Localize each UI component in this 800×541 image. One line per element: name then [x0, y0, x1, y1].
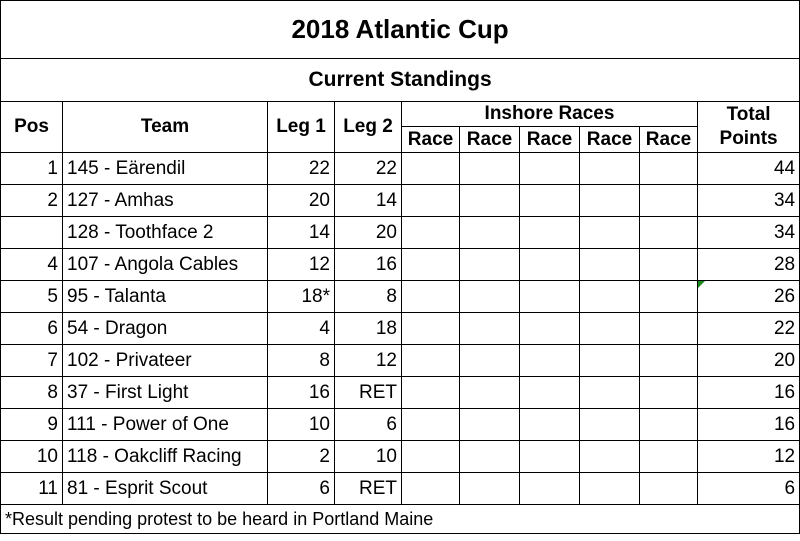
cell-race-5[interactable] [640, 473, 698, 505]
cell-pos[interactable] [1, 217, 63, 249]
cell-race-4[interactable] [580, 473, 640, 505]
cell-race-4[interactable] [580, 217, 640, 249]
cell-team[interactable]: 127 - Amhas [63, 185, 268, 217]
cell-race-1[interactable] [402, 473, 460, 505]
table-row [1, 345, 800, 377]
header-race-3[interactable]: Race [520, 127, 580, 153]
cell-pos[interactable]: 2 [1, 185, 63, 217]
cell-team[interactable]: 128 - Toothface 2 [63, 217, 268, 249]
header-pos[interactable]: Pos [1, 102, 63, 153]
cell-leg1[interactable]: 22 [268, 153, 335, 185]
cell-race-2[interactable] [460, 313, 520, 345]
cell-race-3[interactable] [520, 409, 580, 441]
cell-race-5[interactable] [640, 345, 698, 377]
cell-race-4[interactable] [580, 345, 640, 377]
cell-leg1[interactable]: 4 [268, 313, 335, 345]
cell-race-4[interactable] [580, 441, 640, 473]
cell-leg2[interactable]: 10 [335, 441, 402, 473]
cell-total[interactable]: 16 [698, 409, 800, 441]
cell-race-3[interactable] [520, 473, 580, 505]
table-row [1, 473, 800, 505]
cell-race-3[interactable] [520, 185, 580, 217]
table-row [1, 377, 800, 409]
cell-race-1[interactable] [402, 409, 460, 441]
comment-flag-icon[interactable] [698, 281, 705, 288]
cell-team[interactable]: 54 - Dragon [63, 313, 268, 345]
table-row [1, 153, 800, 185]
cell-race-3[interactable] [520, 377, 580, 409]
cell-race-5[interactable] [640, 185, 698, 217]
table-row [1, 313, 800, 345]
cell-team[interactable]: 107 - Angola Cables [63, 249, 268, 281]
sheet-title[interactable]: 2018 Atlantic Cup [1, 1, 800, 59]
table-row [1, 409, 800, 441]
cell-leg1[interactable]: 6 [268, 473, 335, 505]
sheet-subtitle[interactable]: Current Standings [1, 59, 800, 102]
cell-race-2[interactable] [460, 377, 520, 409]
cell-race-1[interactable] [402, 153, 460, 185]
cell-race-5[interactable] [640, 313, 698, 345]
cell-race-4[interactable] [580, 153, 640, 185]
header-leg2[interactable]: Leg 2 [335, 102, 402, 153]
cell-race-2[interactable] [460, 345, 520, 377]
cell-race-4[interactable] [580, 409, 640, 441]
header-team[interactable]: Team [63, 102, 268, 153]
cell-race-3[interactable] [520, 153, 580, 185]
cell-leg2[interactable]: RET [335, 377, 402, 409]
cell-total[interactable]: 28 [698, 249, 800, 281]
cell-leg1[interactable]: 8 [268, 345, 335, 377]
cell-race-4[interactable] [580, 313, 640, 345]
cell-leg1[interactable]: 14 [268, 217, 335, 249]
cell-race-3[interactable] [520, 281, 580, 313]
header-race-2[interactable]: Race [460, 127, 520, 153]
cell-race-3[interactable] [520, 249, 580, 281]
cell-race-5[interactable] [640, 409, 698, 441]
cell-race-1[interactable] [402, 217, 460, 249]
cell-leg1[interactable]: 18* [268, 281, 335, 313]
header-inshore-races[interactable]: Inshore Races [402, 102, 698, 127]
cell-race-2[interactable] [460, 153, 520, 185]
cell-race-4[interactable] [580, 249, 640, 281]
table-row [1, 249, 800, 281]
cell-pos[interactable]: 6 [1, 313, 63, 345]
cell-race-3[interactable] [520, 441, 580, 473]
cell-race-2[interactable] [460, 185, 520, 217]
cell-race-1[interactable] [402, 185, 460, 217]
cell-race-3[interactable] [520, 345, 580, 377]
cell-race-5[interactable] [640, 441, 698, 473]
cell-race-2[interactable] [460, 249, 520, 281]
header-race-4[interactable]: Race [580, 127, 640, 153]
cell-total[interactable]: 16 [698, 377, 800, 409]
cell-team[interactable]: 37 - First Light [63, 377, 268, 409]
cell-race-1[interactable] [402, 345, 460, 377]
cell-leg1[interactable]: 16 [268, 377, 335, 409]
cell-leg1[interactable]: 10 [268, 409, 335, 441]
cell-pos[interactable]: 9 [1, 409, 63, 441]
header-leg1[interactable]: Leg 1 [268, 102, 335, 153]
cell-leg2[interactable]: 12 [335, 345, 402, 377]
cell-total[interactable]: 44 [698, 153, 800, 185]
cell-race-4[interactable] [580, 281, 640, 313]
cell-team[interactable]: 111 - Power of One [63, 409, 268, 441]
cell-leg2[interactable]: 16 [335, 249, 402, 281]
cell-total[interactable]: 22 [698, 313, 800, 345]
header-total-line1: Total [726, 104, 771, 125]
cell-team[interactable]: 81 - Esprit Scout [63, 473, 268, 505]
cell-race-5[interactable] [640, 377, 698, 409]
cell-leg2[interactable]: 6 [335, 409, 402, 441]
cell-race-2[interactable] [460, 441, 520, 473]
cell-total[interactable]: 6 [698, 473, 800, 505]
header-total-points[interactable] [698, 102, 800, 153]
cell-leg2[interactable]: 14 [335, 185, 402, 217]
cell-pos[interactable]: 7 [1, 345, 63, 377]
cell-race-3[interactable] [520, 217, 580, 249]
cell-race-4[interactable] [580, 185, 640, 217]
header-race-1[interactable]: Race [402, 127, 460, 153]
cell-race-1[interactable] [402, 441, 460, 473]
cell-race-4[interactable] [580, 377, 640, 409]
cell-leg1[interactable]: 20 [268, 185, 335, 217]
table-row [1, 441, 800, 473]
header-race-5[interactable]: Race [640, 127, 698, 153]
cell-total[interactable]: 34 [698, 185, 800, 217]
cell-race-2[interactable] [460, 473, 520, 505]
cell-leg1[interactable]: 12 [268, 249, 335, 281]
cell-leg2[interactable]: 22 [335, 153, 402, 185]
cell-race-5[interactable] [640, 153, 698, 185]
cell-team[interactable]: 102 - Privateer [63, 345, 268, 377]
cell-team[interactable]: 95 - Talanta [63, 281, 268, 313]
cell-race-1[interactable] [402, 249, 460, 281]
cell-race-2[interactable] [460, 281, 520, 313]
cell-pos[interactable]: 8 [1, 377, 63, 409]
cell-race-1[interactable] [402, 377, 460, 409]
cell-total[interactable]: 12 [698, 441, 800, 473]
cell-total[interactable]: 34 [698, 217, 800, 249]
cell-pos[interactable]: 11 [1, 473, 63, 505]
cell-team[interactable]: 145 - Eärendil [63, 153, 268, 185]
cell-team[interactable]: 118 - Oakcliff Racing [63, 441, 268, 473]
table-row [1, 185, 800, 217]
cell-leg2[interactable]: 18 [335, 313, 402, 345]
cell-race-5[interactable] [640, 281, 698, 313]
cell-pos[interactable]: 4 [1, 249, 63, 281]
cell-race-3[interactable] [520, 313, 580, 345]
cell-leg2[interactable]: 20 [335, 217, 402, 249]
cell-total-value: 26 [773, 285, 796, 307]
table-row [1, 217, 800, 249]
cell-leg2[interactable]: RET [335, 473, 402, 505]
cell-leg1[interactable]: 2 [268, 441, 335, 473]
cell-total[interactable] [698, 281, 800, 313]
cell-race-1[interactable] [402, 313, 460, 345]
cell-race-1[interactable] [402, 281, 460, 313]
cell-pos[interactable]: 1 [1, 153, 63, 185]
cell-race-5[interactable] [640, 217, 698, 249]
footnote[interactable]: *Result pending protest to be heard in Portland Maine [1, 505, 800, 534]
cell-race-2[interactable] [460, 217, 520, 249]
cell-race-5[interactable] [640, 249, 698, 281]
cell-pos[interactable]: 5 [1, 281, 63, 313]
table-row [1, 281, 800, 313]
cell-pos[interactable]: 10 [1, 441, 63, 473]
cell-race-2[interactable] [460, 409, 520, 441]
cell-leg2[interactable]: 8 [335, 281, 402, 313]
cell-total[interactable]: 20 [698, 345, 800, 377]
header-total-line2: Points [719, 128, 778, 149]
